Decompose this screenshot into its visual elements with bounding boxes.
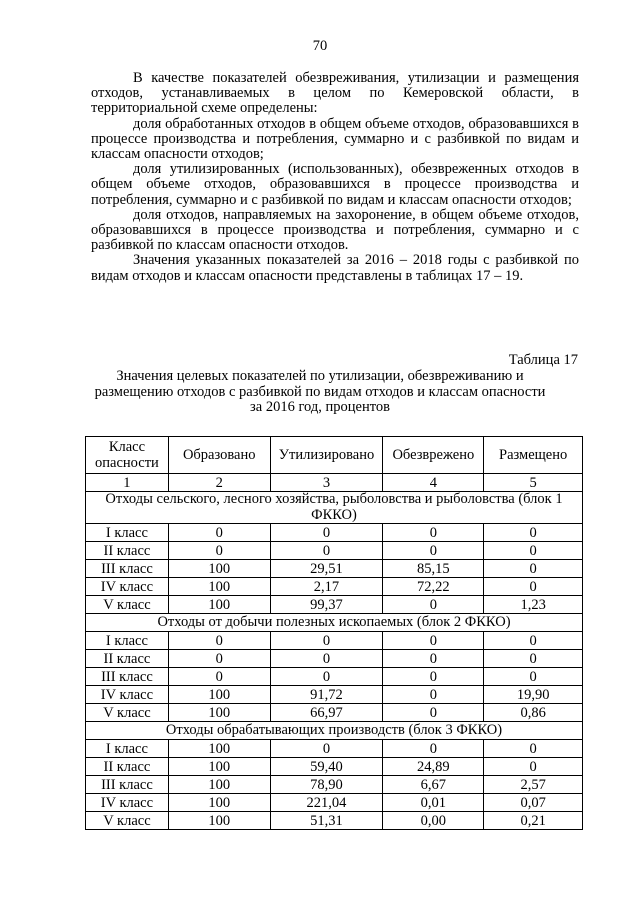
value-cell: 0 <box>270 542 383 560</box>
table-header-row <box>86 437 583 474</box>
table-row <box>86 596 583 614</box>
header-cell: Обезврежено <box>383 437 484 474</box>
hazard-class-cell: I класс <box>86 524 169 542</box>
value-cell: 0 <box>270 632 383 650</box>
value-cell: 0 <box>484 524 583 542</box>
value-cell: 0 <box>168 542 270 560</box>
column-number: 2 <box>168 474 270 492</box>
column-number: 4 <box>383 474 484 492</box>
value-cell: 0 <box>383 740 484 758</box>
value-cell: 0 <box>484 578 583 596</box>
table-row <box>86 560 583 578</box>
value-cell: 100 <box>168 794 270 812</box>
table-row <box>86 776 583 794</box>
header-cell: Образовано <box>168 437 270 474</box>
caption-line: Значения целевых показателей по утилизации, обезвреживанию и <box>116 368 524 384</box>
value-cell: 0,00 <box>383 812 484 830</box>
value-cell: 29,51 <box>270 560 383 578</box>
value-cell: 0 <box>484 560 583 578</box>
value-cell: 0 <box>383 704 484 722</box>
value-cell: 100 <box>168 596 270 614</box>
value-cell: 0 <box>270 524 383 542</box>
value-cell: 0,07 <box>484 794 583 812</box>
table-row <box>86 578 583 596</box>
header-cell: Класс опасности <box>86 437 169 474</box>
header-cell: Размещено <box>484 437 583 474</box>
caption-line: за 2016 год, процентов <box>250 399 390 415</box>
value-cell: 100 <box>168 740 270 758</box>
hazard-class-cell: I класс <box>86 632 169 650</box>
value-cell: 100 <box>168 776 270 794</box>
body-text <box>91 71 579 284</box>
value-cell: 221,04 <box>270 794 383 812</box>
value-cell: 19,90 <box>484 686 583 704</box>
section-title: Отходы обрабатывающих производств (блок 3 ФККО) <box>86 722 583 740</box>
value-cell: 0,21 <box>484 812 583 830</box>
section-header-row <box>86 722 583 740</box>
paragraph: В качестве показателей обезвреживания, утилизации и размещения отходов, устанавливаемых в целом по Кемеровской области, в территориальной схеме определены: <box>91 70 579 117</box>
value-cell: 0 <box>484 740 583 758</box>
hazard-class-cell: III класс <box>86 668 169 686</box>
value-cell: 0 <box>168 524 270 542</box>
value-cell: 0 <box>270 740 383 758</box>
value-cell: 0 <box>168 668 270 686</box>
column-number: 5 <box>484 474 583 492</box>
value-cell: 51,31 <box>270 812 383 830</box>
value-cell: 2,57 <box>484 776 583 794</box>
value-cell: 0 <box>484 668 583 686</box>
value-cell: 100 <box>168 560 270 578</box>
hazard-class-cell: I класс <box>86 740 169 758</box>
value-cell: 0,86 <box>484 704 583 722</box>
table-row <box>86 794 583 812</box>
value-cell: 0 <box>383 668 484 686</box>
table-row <box>86 524 583 542</box>
table-row <box>86 632 583 650</box>
value-cell: 0 <box>484 632 583 650</box>
value-cell: 0 <box>383 524 484 542</box>
hazard-class-cell: III класс <box>86 776 169 794</box>
data-table <box>85 436 583 830</box>
value-cell: 100 <box>168 578 270 596</box>
paragraph: доля утилизированных (использованных), обезвреженных отходов в общем объеме отходов, образовавшихся в процессе производства и потребления, суммарно и с разбивкой по видам и классам опасности отходов; <box>91 161 579 208</box>
table-row <box>86 812 583 830</box>
table-row <box>86 740 583 758</box>
value-cell: 100 <box>168 704 270 722</box>
section-header-row <box>86 492 583 524</box>
paragraph: доля отходов, направляемых на захоронение, в общем объеме отходов, образовавшихся в процессе производства и потребления, суммарно и с разбивкой по классам опасности отходов. <box>91 206 579 254</box>
value-cell: 24,89 <box>383 758 484 776</box>
hazard-class-cell: IV класс <box>86 794 169 812</box>
table-row <box>86 542 583 560</box>
value-cell: 1,23 <box>484 596 583 614</box>
value-cell: 91,72 <box>270 686 383 704</box>
hazard-class-cell: II класс <box>86 650 169 668</box>
table-row <box>86 650 583 668</box>
hazard-class-cell: V класс <box>86 596 169 614</box>
table-label: Таблица 17 <box>508 352 578 368</box>
hazard-class-cell: IV класс <box>86 578 169 596</box>
value-cell: 99,37 <box>270 596 383 614</box>
hazard-class-cell: II класс <box>86 758 169 776</box>
value-cell: 0 <box>484 542 583 560</box>
value-cell: 0,01 <box>383 794 484 812</box>
table-row <box>86 686 583 704</box>
value-cell: 0 <box>270 650 383 668</box>
table-caption <box>60 369 580 416</box>
section-title: Отходы от добычи полезных ископаемых (блок 2 ФККО) <box>86 614 583 632</box>
value-cell: 0 <box>383 542 484 560</box>
hazard-class-cell: IV класс <box>86 686 169 704</box>
column-number-row <box>86 474 583 492</box>
page-number: 70 <box>312 38 328 54</box>
hazard-class-cell: II класс <box>86 542 169 560</box>
value-cell: 0 <box>484 758 583 776</box>
value-cell: 78,90 <box>270 776 383 794</box>
value-cell: 0 <box>383 650 484 668</box>
value-cell: 100 <box>168 812 270 830</box>
hazard-class-cell: V класс <box>86 704 169 722</box>
value-cell: 85,15 <box>383 560 484 578</box>
value-cell: 0 <box>484 650 583 668</box>
value-cell: 2,17 <box>270 578 383 596</box>
value-cell: 72,22 <box>383 578 484 596</box>
value-cell: 100 <box>168 758 270 776</box>
value-cell: 0 <box>168 650 270 668</box>
section-title: Отходы сельского, лесного хозяйства, рыболовства и рыболовства (блок 1 ФККО) <box>86 492 583 524</box>
value-cell: 59,40 <box>270 758 383 776</box>
paragraph: доля обработанных отходов в общем объеме отходов, образовавшихся в процессе производства и потребления, суммарно и с разбивкой по видам и классам опасности отходов; <box>91 115 579 163</box>
column-number: 3 <box>270 474 383 492</box>
value-cell: 0 <box>383 632 484 650</box>
hazard-class-cell: III класс <box>86 560 169 578</box>
column-number: 1 <box>86 474 169 492</box>
value-cell: 0 <box>383 686 484 704</box>
value-cell: 66,97 <box>270 704 383 722</box>
caption-line: размещению отходов с разбивкой по видам отходов и классам опасности <box>94 383 546 400</box>
value-cell: 0 <box>270 668 383 686</box>
table-row <box>86 758 583 776</box>
section-header-row <box>86 614 583 632</box>
paragraph: Значения указанных показателей за 2016 – 2018 годы с разбивкой по видам отходов и классам опасности представлены в таблицах 17 – 19. <box>91 252 579 284</box>
table-row <box>86 668 583 686</box>
value-cell: 0 <box>168 632 270 650</box>
table-row <box>86 704 583 722</box>
value-cell: 0 <box>383 596 484 614</box>
value-cell: 6,67 <box>383 776 484 794</box>
hazard-class-cell: V класс <box>86 812 169 830</box>
header-cell: Утилизировано <box>270 437 383 474</box>
table-body <box>86 437 583 830</box>
value-cell: 100 <box>168 686 270 704</box>
